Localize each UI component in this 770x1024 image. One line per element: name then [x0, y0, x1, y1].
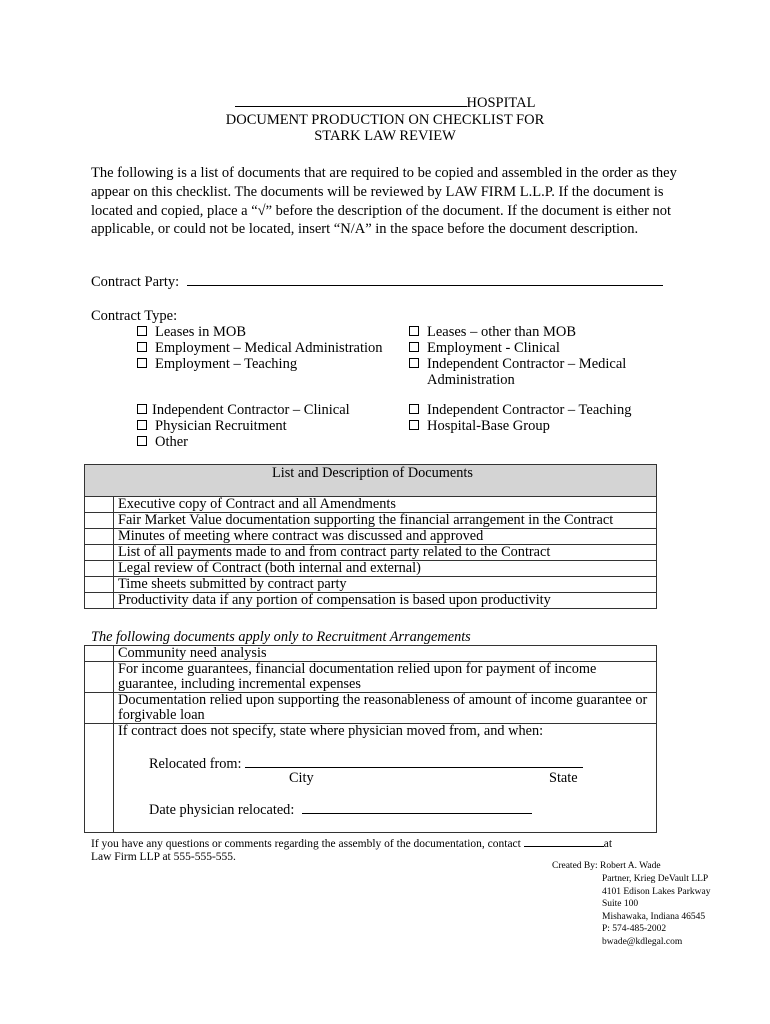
state-label: State	[549, 770, 578, 786]
relocation-question: If contract does not specify, state where physician moved from, and when:	[118, 723, 544, 739]
document-description: Productivity data if any portion of compensation is based upon productivity	[114, 593, 657, 609]
date-relocated-row	[149, 801, 532, 818]
city-label: City	[289, 770, 314, 786]
table-row	[85, 529, 657, 545]
relocated-from-label: Relocated from:	[149, 756, 242, 772]
entry-box[interactable]	[85, 513, 114, 529]
option-ic-medical[interactable]: Independent Contractor – Medical Administration	[409, 357, 626, 388]
checkbox[interactable]	[409, 358, 419, 368]
entry-box[interactable]	[85, 561, 114, 577]
checkbox[interactable]	[137, 404, 147, 414]
entry-box[interactable]	[85, 662, 114, 693]
document-description: Documentation relied upon supporting the reasonableness of amount of income guarantee or forgivable loan	[114, 693, 657, 724]
entry-box[interactable]	[85, 693, 114, 724]
entry-box[interactable]	[85, 529, 114, 545]
checkbox[interactable]	[137, 326, 147, 336]
relocation-cell	[114, 724, 657, 833]
document-description: Fair Market Value documentation supporting the financial arrangement in the Contract	[114, 513, 657, 529]
document-description: Legal review of Contract (both internal and external)	[114, 561, 657, 577]
contract-party-row	[91, 273, 663, 290]
table-row	[85, 646, 657, 662]
recruitment-table	[84, 645, 657, 833]
entry-box[interactable]	[85, 593, 114, 609]
contract-party-field[interactable]	[187, 273, 663, 286]
table-row	[85, 513, 657, 529]
option-ic-teaching[interactable]: Independent Contractor – Teaching	[409, 403, 631, 419]
relocated-from-field[interactable]	[245, 755, 583, 768]
table-row	[85, 662, 657, 693]
checkbox[interactable]	[409, 342, 419, 352]
table-row	[85, 561, 657, 577]
checkbox[interactable]	[137, 358, 147, 368]
credit-created-by: Created By: Robert A. Wade	[552, 861, 661, 871]
option-employment-teaching[interactable]: Employment – Teaching	[137, 357, 297, 373]
title-line-3: STARK LAW REVIEW	[314, 128, 456, 144]
checkbox[interactable]	[409, 404, 419, 414]
checkbox[interactable]	[137, 420, 147, 430]
questions-line-1: If you have any questions or comments regarding the assembly of the documentation, contact at	[91, 838, 613, 850]
document-description: Time sheets submitted by contract party	[114, 577, 657, 593]
documents-table	[84, 464, 657, 609]
credit-block: Partner, Krieg DeVault LLP 4101 Edison Lakes Parkway Suite 100 Mishawaka, Indiana 46545 P: 574-485-2002 bwade@kdlegal.com	[602, 874, 711, 947]
document-description: Executive copy of Contract and all Amendments	[114, 497, 657, 513]
document-description: Minutes of meeting where contract was discussed and approved	[114, 529, 657, 545]
document-title	[150, 94, 620, 145]
entry-box[interactable]	[85, 497, 114, 513]
relocated-from-row	[149, 755, 583, 772]
recruitment-heading: The following documents apply only to Recruitment Arrangements	[91, 629, 471, 645]
document-description: Community need analysis	[114, 646, 657, 662]
option-leases-mob[interactable]: Leases in MOB	[137, 325, 246, 341]
checkbox[interactable]	[409, 420, 419, 430]
title-hospital: HOSPITAL	[466, 95, 536, 111]
date-relocated-label: Date physician relocated:	[149, 802, 295, 818]
option-employment-clinical[interactable]: Employment - Clinical	[409, 341, 560, 357]
checkbox[interactable]	[137, 342, 147, 352]
document-description: For income guarantees, financial documentation relied upon for payment of income guarantee, including incremental expenses	[114, 662, 657, 693]
table-row	[85, 545, 657, 561]
table-row	[85, 693, 657, 724]
entry-cell-empty[interactable]	[85, 724, 114, 833]
contact-blank[interactable]	[524, 836, 604, 847]
credit-email: bwade@kdlegal.com	[602, 936, 683, 947]
entry-box[interactable]	[85, 646, 114, 662]
option-leases-other[interactable]: Leases – other than MOB	[409, 325, 576, 341]
documents-table-header: List and Description of Documents	[85, 465, 657, 497]
table-row	[85, 593, 657, 609]
checkbox[interactable]	[137, 436, 147, 446]
title-line-2: DOCUMENT PRODUCTION ON CHECKLIST FOR	[225, 111, 545, 128]
option-employment-med-admin[interactable]: Employment – Medical Administration	[137, 341, 383, 357]
table-row	[85, 497, 657, 513]
option-hospital-base-group[interactable]: Hospital-Base Group	[409, 419, 550, 435]
intro-paragraph: The following is a list of documents that are required to be copied and assembled in the order as they appear on this checklist. The documents will be reviewed by LAW FIRM L.L.P. If the document is located and copied, place a “√” before the description of the document. If the document is either not applicable, or could not be located, insert “N/A” in the space before the document description.	[91, 165, 677, 238]
document-description: List of all payments made to and from contract party related to the Contract	[114, 545, 657, 561]
date-relocated-field[interactable]	[302, 801, 532, 814]
contract-type-label: Contract Type:	[91, 308, 178, 324]
option-other[interactable]: Other	[137, 435, 188, 451]
contract-party-label: Contract Party:	[91, 274, 180, 290]
entry-box[interactable]	[85, 545, 114, 561]
option-ic-clinical[interactable]: Independent Contractor – Clinical	[137, 403, 350, 419]
entry-box[interactable]	[85, 577, 114, 593]
table-row	[85, 577, 657, 593]
checkbox[interactable]	[409, 326, 419, 336]
option-physician-recruitment[interactable]: Physician Recruitment	[137, 419, 287, 435]
hospital-name-blank[interactable]	[235, 94, 467, 107]
table-row	[85, 724, 657, 833]
questions-line-2: Law Firm LLP at 555-555-555.	[91, 851, 236, 863]
